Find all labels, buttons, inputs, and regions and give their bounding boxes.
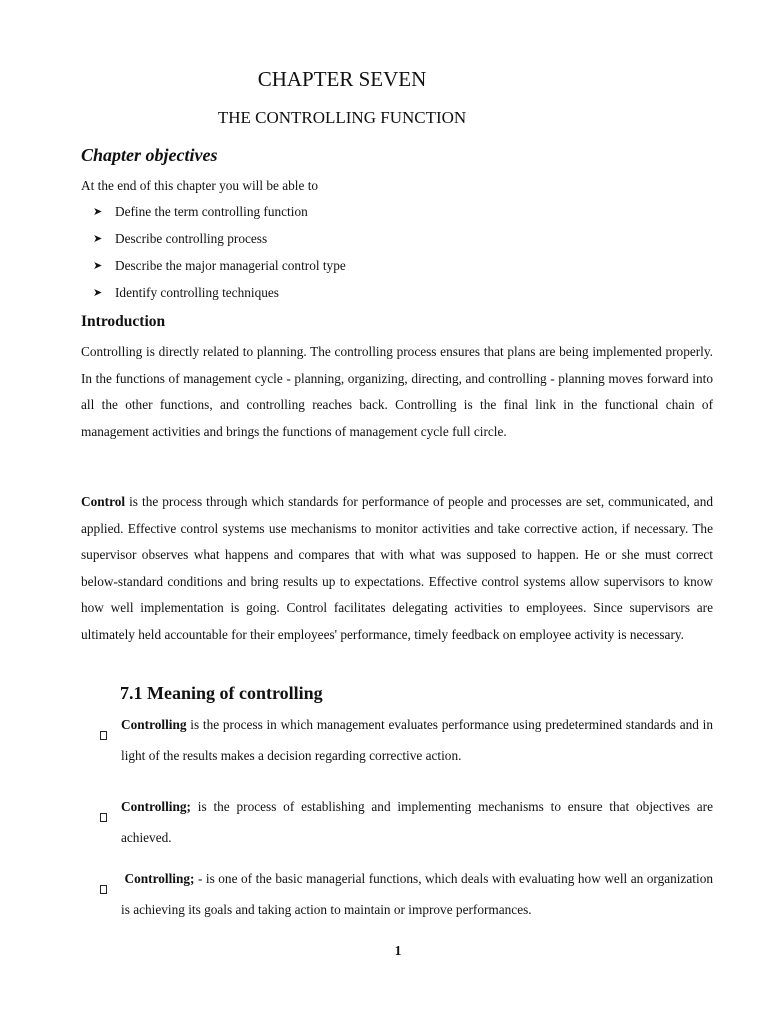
definition-text (121, 709, 713, 771)
section-heading: 7.1 Meaning of controlling (120, 683, 323, 703)
square-bullet-icon (100, 709, 121, 771)
definition-item (100, 863, 717, 925)
objective-text: Describe controlling process (115, 231, 268, 246)
objective-item (93, 230, 346, 257)
control-paragraph (81, 489, 713, 649)
introduction-heading: Introduction (81, 313, 166, 330)
objective-text: Describe the major managerial control type (115, 258, 346, 273)
definition-body: - is one of the basic managerial functions, which deals with evaluating how well an organization is achieving its goals and taking action to maintain or improve performances. (121, 871, 717, 917)
definition-text (121, 791, 713, 853)
definition-body: is the process of establishing and implementing mechanisms to ensure that objectives are achieved. (121, 799, 713, 845)
square-bullet-icon (100, 863, 121, 925)
definition-body: is the process in which management evaluates performance using predetermined standards and in light of the results makes a decision regarding corrective action. (121, 717, 713, 763)
square-bullet-icon (100, 791, 121, 853)
page-number: 1 (394, 943, 402, 958)
objective-item (93, 284, 346, 311)
definition-term: Controlling (121, 717, 187, 732)
arrowhead-bullet-icon: ➤ (93, 287, 103, 299)
control-paragraph-text: is the process through which standards for performance of people and processes are set, communicated, and applied. Effective control systems use mechanisms to monitor activities and take corrective action, if necessary. The supervisor observes what happens and compares that with what was supposed to happen. He or she must correct below-standard conditions and bring results up to expectations. Effective control systems allow supervisors to know how well implementation is going. Control facilitates delegating activities to employees. Since supervisors are ultimately held accountable for their employees' performance, timely feedback on employee activity is necessary. (81, 494, 713, 642)
objective-text: Identify controlling techniques (115, 285, 279, 300)
objective-item (93, 203, 346, 230)
definition-term: Controlling; (121, 799, 191, 814)
arrowhead-bullet-icon: ➤ (93, 206, 103, 218)
definition-item (100, 709, 713, 771)
objective-item (93, 257, 346, 284)
chapter-subtitle: THE CONTROLLING FUNCTION (217, 108, 467, 127)
objective-text: Define the term controlling function (115, 204, 308, 219)
definition-term: Controlling; (121, 871, 195, 886)
definition-text (121, 863, 717, 925)
arrowhead-bullet-icon: ➤ (93, 233, 103, 245)
arrowhead-bullet-icon: ➤ (93, 260, 103, 272)
objectives-heading: Chapter objectives (81, 145, 218, 165)
introduction-paragraph: Controlling is directly related to planning. The controlling process ensures that plans are being implemented properly. In the functions of management cycle - planning, organizing, directing, and controlling - planning moves forward into all the other functions, and controlling reaches back. Controlling is the final link in the functional chain of management activities and brings the functions of management cycle full circle. (81, 344, 713, 439)
definition-item (100, 791, 713, 853)
chapter-title: CHAPTER SEVEN (257, 67, 427, 91)
objectives-intro: At the end of this chapter you will be able to (81, 178, 319, 193)
objectives-list (93, 203, 346, 311)
control-term: Control (81, 494, 126, 509)
